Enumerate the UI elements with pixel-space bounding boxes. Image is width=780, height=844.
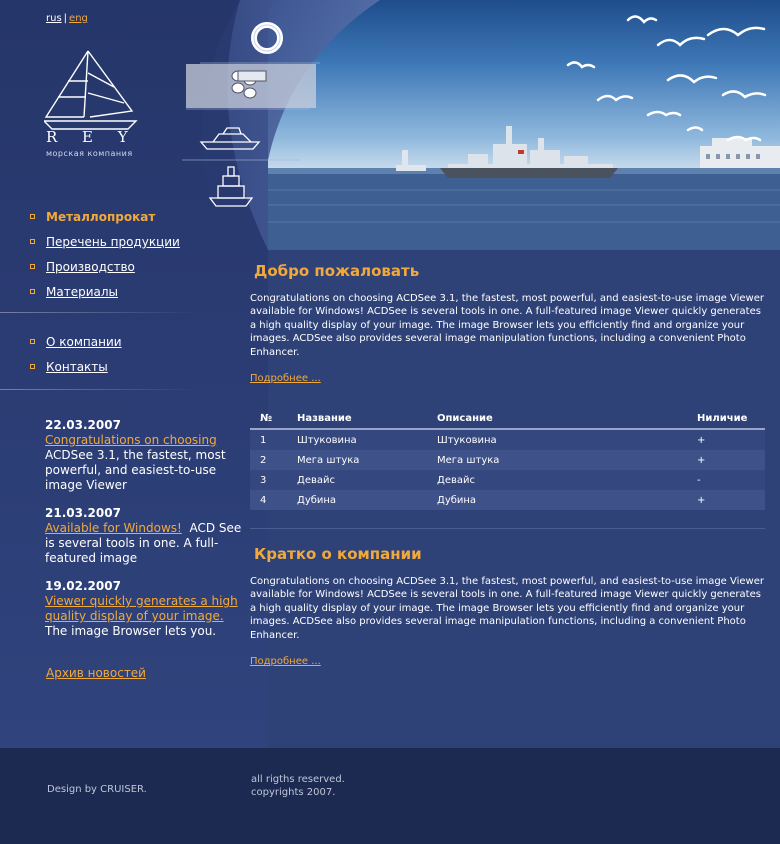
table-cell: Девайс bbox=[437, 470, 697, 490]
table-cell: Девайс bbox=[297, 470, 437, 490]
menu-link[interactable]: Металлопрокат bbox=[46, 209, 156, 224]
column-header: Ниличие bbox=[697, 409, 765, 429]
language-switch bbox=[46, 13, 88, 24]
news-link[interactable]: Congratulations on choosing bbox=[45, 433, 217, 447]
news-link[interactable]: Viewer quickly generates a high quality display of your image. bbox=[45, 594, 238, 623]
header-sea-image bbox=[268, 0, 780, 250]
table-cell: Штуковина bbox=[297, 429, 437, 450]
table-cell: + bbox=[697, 490, 765, 510]
about-more-link[interactable]: Подробнее ... bbox=[250, 656, 321, 668]
lang-separator: | bbox=[63, 13, 68, 24]
sea-scene bbox=[268, 0, 780, 250]
menu-link[interactable]: Перечень продукции bbox=[46, 234, 180, 249]
bullet-icon bbox=[30, 364, 35, 369]
table-cell: + bbox=[697, 429, 765, 450]
products-table bbox=[250, 409, 765, 510]
warship bbox=[440, 126, 618, 178]
lang-eng-link[interactable]: eng bbox=[69, 13, 88, 24]
menu-link[interactable]: Производство bbox=[46, 259, 135, 274]
lang-rus-link[interactable]: rus bbox=[46, 13, 62, 24]
table-cell: 3 bbox=[250, 470, 297, 490]
fort bbox=[700, 138, 780, 168]
ship-icon[interactable] bbox=[196, 164, 266, 208]
menu-item-about[interactable] bbox=[30, 329, 250, 354]
news-list bbox=[45, 418, 245, 652]
column-header: № bbox=[250, 409, 297, 429]
news-text: ACDSee 3.1, the fastest, most powerful, and easiest-to-use image Viewer bbox=[45, 448, 226, 492]
menu-link[interactable]: Материалы bbox=[46, 284, 118, 299]
welcome-title: Добро пожаловать bbox=[254, 262, 420, 280]
table-row bbox=[250, 429, 765, 450]
pipes-icon[interactable] bbox=[214, 64, 284, 108]
about-title: Кратко о компании bbox=[254, 545, 422, 564]
table-row bbox=[250, 450, 765, 470]
column-header: Название bbox=[297, 409, 437, 429]
seagulls bbox=[568, 16, 765, 140]
bullet-icon bbox=[30, 214, 35, 219]
menu-item-production[interactable] bbox=[30, 254, 250, 279]
logo-name: R E Y bbox=[46, 128, 138, 146]
news-item bbox=[45, 418, 245, 493]
bullet-icon bbox=[30, 264, 35, 269]
menu-link[interactable]: Контакты bbox=[46, 359, 108, 374]
main-menu bbox=[30, 204, 250, 379]
table-row bbox=[250, 470, 765, 490]
design-credit: Design by CRUISER. bbox=[47, 784, 147, 795]
lifebuoy-icon[interactable] bbox=[232, 16, 302, 60]
menu-item-products[interactable] bbox=[30, 229, 250, 254]
table-row bbox=[250, 490, 765, 510]
news-date: 21.03.2007 bbox=[45, 506, 121, 520]
news-date: 19.02.2007 bbox=[45, 579, 121, 593]
news-archive-link[interactable]: Архив новостей bbox=[46, 666, 146, 680]
table-cell: 4 bbox=[250, 490, 297, 510]
menu-link[interactable]: О компании bbox=[46, 334, 122, 349]
bullet-icon bbox=[30, 339, 35, 344]
news-link[interactable]: Available for Windows! bbox=[45, 521, 182, 535]
footer bbox=[0, 748, 780, 844]
news-item bbox=[45, 506, 245, 566]
menu-item-contacts[interactable] bbox=[30, 354, 250, 379]
menu-divider bbox=[0, 389, 200, 390]
main-content bbox=[250, 262, 765, 668]
about-text: Congratulations on choosing ACDSee 3.1, the fastest, most powerful, and easiest-to-use image Viewer available for Windows! ACDSee is several tools in one. A full-featured image Viewer quickly generates a high quality display of your image. The image Browser lets you efficiently find and organize your images. ACDSee also provides several image manipulation functions, including a convenient Photo Enhancer. bbox=[250, 576, 764, 641]
news-date: 22.03.2007 bbox=[45, 418, 121, 432]
copyright bbox=[251, 773, 345, 799]
menu-item-metal[interactable] bbox=[30, 204, 250, 229]
welcome-text: Congratulations on choosing ACDSee 3.1, the fastest, most powerful, and easiest-to-use image Viewer available for Windows! ACDSee is several tools in one. A full-featured image Viewer quickly generates a high quality display of your image. The image Browser lets you efficiently find and organize your images. ACDSee also provides several image manipulation functions, including a convenient Photo Enhancer. bbox=[250, 293, 764, 358]
table-cell: Мега штука bbox=[297, 450, 437, 470]
table-cell: Дубина bbox=[437, 490, 697, 510]
menu-divider bbox=[0, 312, 200, 313]
news-text: ACD See is several tools in one. A full-featured image bbox=[45, 521, 242, 565]
bullet-icon bbox=[30, 239, 35, 244]
table-header-row bbox=[250, 409, 765, 429]
news-text: The image Browser lets you. bbox=[45, 624, 217, 638]
table-cell: Дубина bbox=[297, 490, 437, 510]
table-cell: 1 bbox=[250, 429, 297, 450]
menu-item-materials[interactable] bbox=[30, 279, 250, 304]
logo-subtitle: морская компания bbox=[46, 149, 133, 158]
table-cell: + bbox=[697, 450, 765, 470]
bullet-icon bbox=[30, 289, 35, 294]
rights-line: all rigths reserved. bbox=[251, 774, 345, 785]
table-cell: Штуковина bbox=[437, 429, 697, 450]
yacht-icon[interactable] bbox=[196, 115, 266, 159]
table-cell: - bbox=[697, 470, 765, 490]
column-header: Описание bbox=[437, 409, 697, 429]
copyright-line: copyrights 2007. bbox=[251, 787, 336, 798]
table-cell: Мега штука bbox=[437, 450, 697, 470]
news-item bbox=[45, 579, 245, 639]
table-cell: 2 bbox=[250, 450, 297, 470]
welcome-more-link[interactable]: Подробнее ... bbox=[250, 373, 321, 385]
